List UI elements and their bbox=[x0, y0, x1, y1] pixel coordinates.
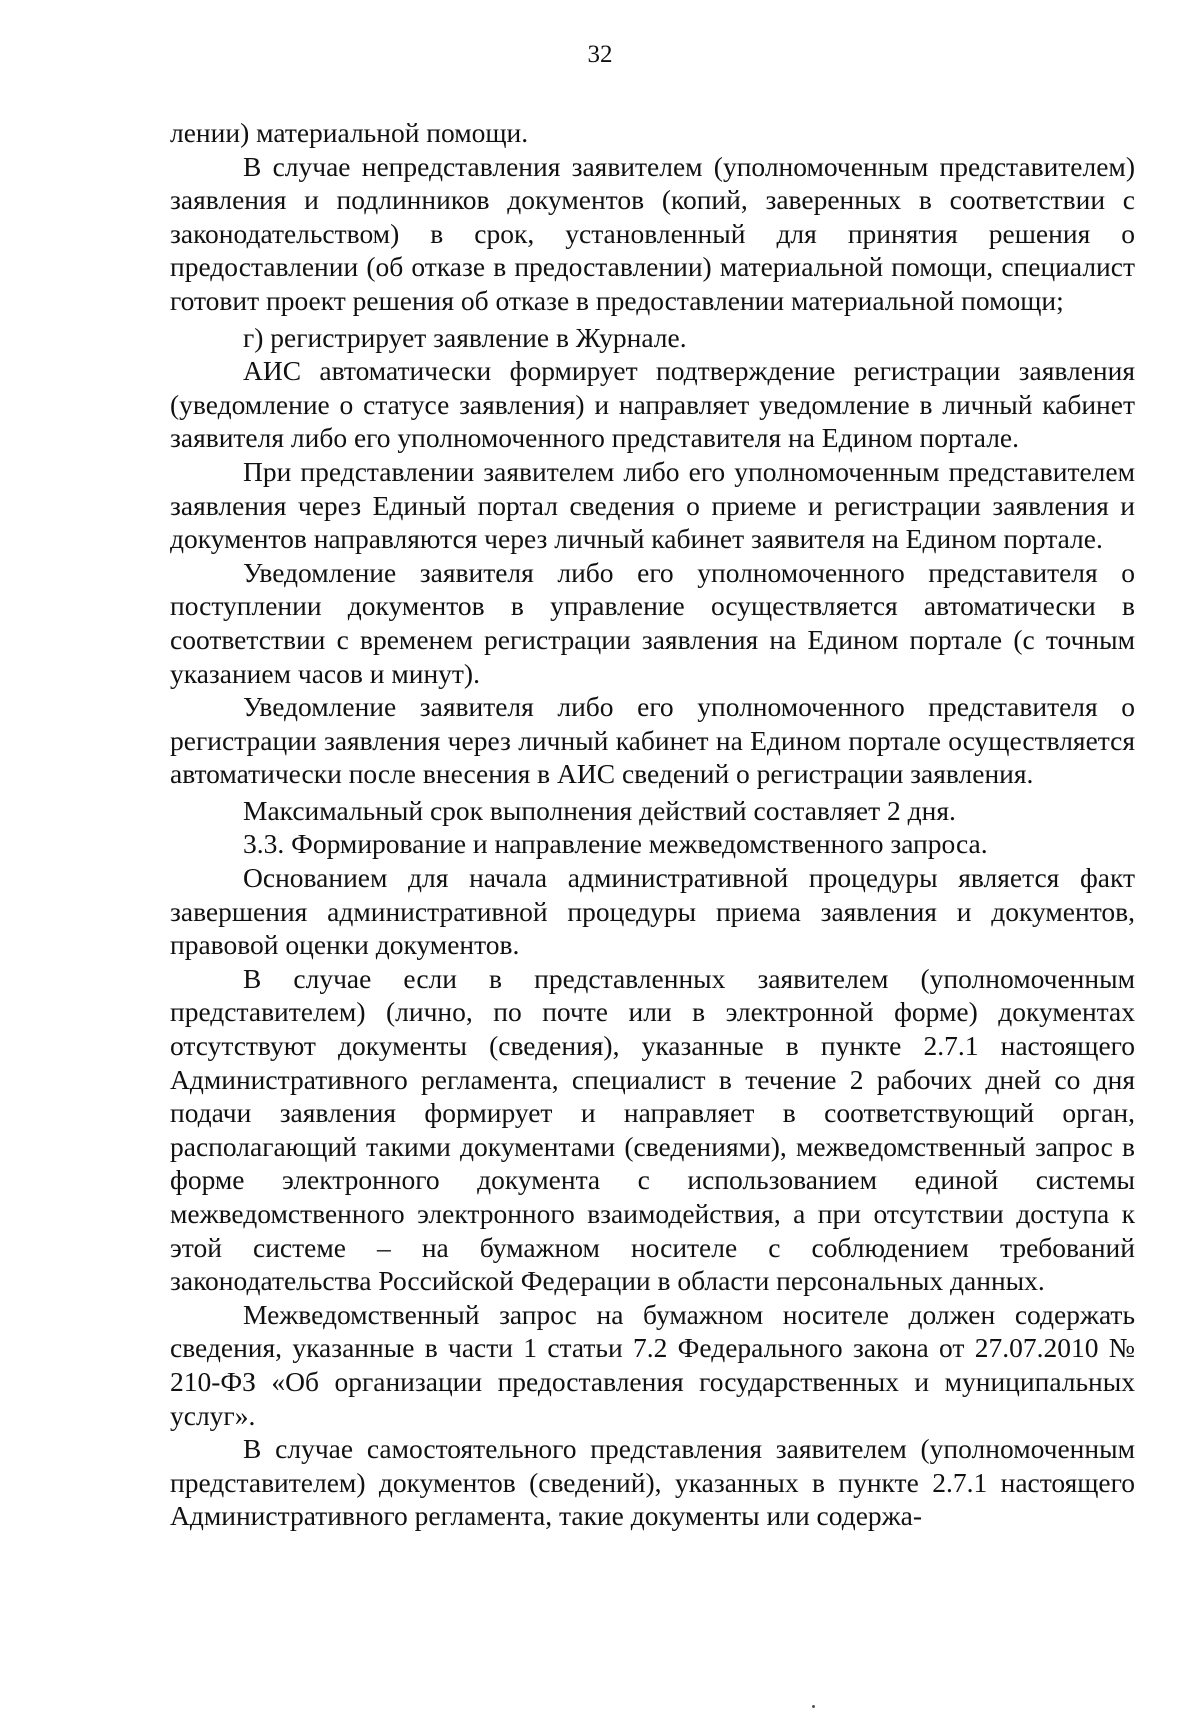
paragraph-max-duration: Максимальный срок выполнения действий составляет 2 дня. bbox=[243, 794, 956, 826]
document-body bbox=[170, 116, 1135, 1533]
scan-speck bbox=[812, 1705, 815, 1708]
paragraph-procedure-basis: Основанием для начала административной процедуры является факт завершения административной процедуры приема заявления и документов, правовой оценки документов. bbox=[170, 862, 1135, 961]
paragraph-non-submission: В случае непредставления заявителем (уполномоченным представителем) заявления и подлинников документов (копий, заверенных в соответствии с законодательством) в срок, установленный для принятия решения о предоставлении (об отказе в предоставлении) материальной помощи, специалист готовит проект решения об отказе в предоставлении материальной помощи; bbox=[170, 150, 1135, 316]
paragraph-registration-item: г) регистрирует заявление в Журнале. bbox=[243, 321, 687, 353]
paragraph-portal-submission: При представлении заявителем либо его уполномоченным представителем заявления через Единый портал сведения о приеме и регистрации заявления и документов направляются через личный кабинет заявителя на Едином портале. bbox=[170, 455, 1135, 555]
paragraph-ais-confirmation: АИС автоматически формирует подтверждение регистрации заявления (уведомление о статусе заявления) и направляет уведомление в личный кабинет заявителя либо его уполномоченного представителя на Едином портале. bbox=[170, 355, 1135, 454]
paragraph-self-submission: В случае самостоятельного представления заявителем (уполномоченным представителем) документов (сведений), указанных в пункте 2.7.1 настоящего Административного регламента, такие документы или содержа- bbox=[170, 1433, 1135, 1532]
paragraph-interagency-request: В случае если в представленных заявителем (уполномоченным представителем) (лично, по почте или в электронной форме) документах отсутствуют документы (сведения), указанные в пункте 2.7.1 настоящего Административного регламента, специалист в течение 2 рабочих дней со дня подачи заявления формирует и направляет в соответствующий орган, располагающий такими документами (сведениями), межведомственный запрос в форме электронного документа с использованием единой системы межведомственного электронного взаимодействия, а при отсутствии доступа к этой системе – на бумажном носителе с соблюдением требований законодательства Российской Федерации в области персональных данных. bbox=[170, 962, 1135, 1297]
paragraph-receipt-notification: Уведомление заявителя либо его уполномоченного представителя о поступлении документов в управление осуществляется автоматически в соответствии с временем регистрации заявления на Едином портале (с точным указанием часов и минут). bbox=[170, 556, 1135, 689]
paragraph-paper-request-content: Межведомственный запрос на бумажном носителе должен содержать сведения, указанные в части 1 статьи 7.2 Федерального закона от 27.07.2010 № 210-ФЗ «Об организации предоставления государственных и муниципальных услуг». bbox=[170, 1298, 1135, 1431]
page-number: 32 bbox=[587, 41, 613, 68]
paragraph-registration-notification: Уведомление заявителя либо его уполномоченного представителя о регистрации заявления через личный кабинет на Едином портале осуществляется автоматически после внесения в АИС сведений о регистрации заявления. bbox=[170, 691, 1135, 790]
section-heading-3-3: 3.3. Формирование и направление межведомственного запроса. bbox=[243, 828, 988, 860]
paragraph-continuation: лении) материальной помощи. bbox=[170, 117, 529, 148]
